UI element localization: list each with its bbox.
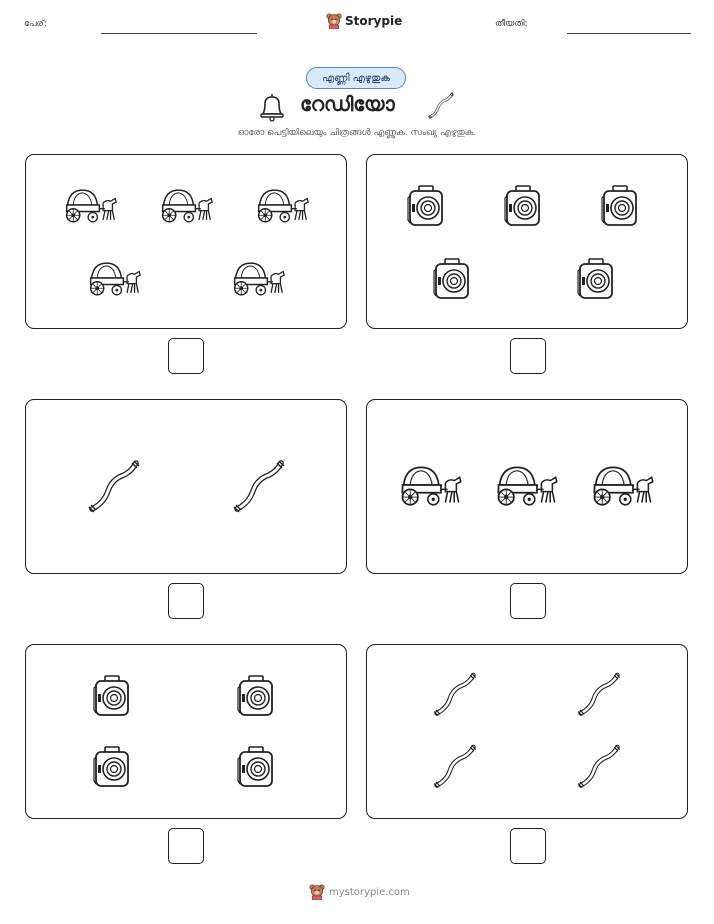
antenna-icon [430,742,480,792]
wagon-icon [397,462,463,508]
footer [309,884,410,900]
bear-icon [309,884,325,900]
count-panel-3 [25,399,347,574]
brand-logo [326,13,402,29]
answer-box-2[interactable] [510,338,546,374]
bell-icon [257,92,287,122]
count-panel-1 [25,154,347,329]
speaker-icon [600,184,640,228]
wagon-icon [493,462,559,508]
answer-box-3[interactable] [168,583,204,619]
worksheet-badge: എണ്ണി എഴുതുക [306,67,406,89]
count-panel-5 [25,644,347,819]
antenna-icon [426,91,456,121]
speaker-icon [236,745,276,789]
brand-name: Storypie [345,14,403,28]
date-label: തീയതി: [495,19,528,29]
wagon-icon [86,259,142,297]
instruction-text: ഓരോ പെട്ടിയിലെയും ചിത്രങ്ങൾ എണ്ണുക. സംഖ്യ എഴുതുക. [237,128,477,138]
wagon-icon [589,462,655,508]
name-label: പേര്: [24,19,47,29]
answer-box-1[interactable] [168,338,204,374]
bear-icon [326,13,342,29]
speaker-icon [92,674,132,718]
count-panel-2 [366,154,688,329]
worksheet-title: റേഡിയോ [300,92,395,116]
name-field[interactable] [101,33,257,34]
antenna-icon [574,670,624,720]
answer-box-4[interactable] [510,583,546,619]
speaker-icon [503,184,543,228]
count-panel-6 [366,644,688,819]
wagon-icon [230,259,286,297]
antenna-icon [229,457,289,517]
wagon-icon [62,186,118,224]
speaker-icon [406,184,446,228]
answer-box-6[interactable] [510,828,546,864]
speaker-icon [92,745,132,789]
speaker-icon [236,674,276,718]
date-field[interactable] [567,33,691,34]
speaker-icon [432,257,472,301]
footer-url[interactable]: mystorypie.com [329,886,410,898]
wagon-icon [158,186,214,224]
speaker-icon [576,257,616,301]
wagon-icon [254,186,310,224]
antenna-icon [574,742,624,792]
antenna-icon [84,457,144,517]
answer-box-5[interactable] [168,828,204,864]
antenna-icon [430,670,480,720]
